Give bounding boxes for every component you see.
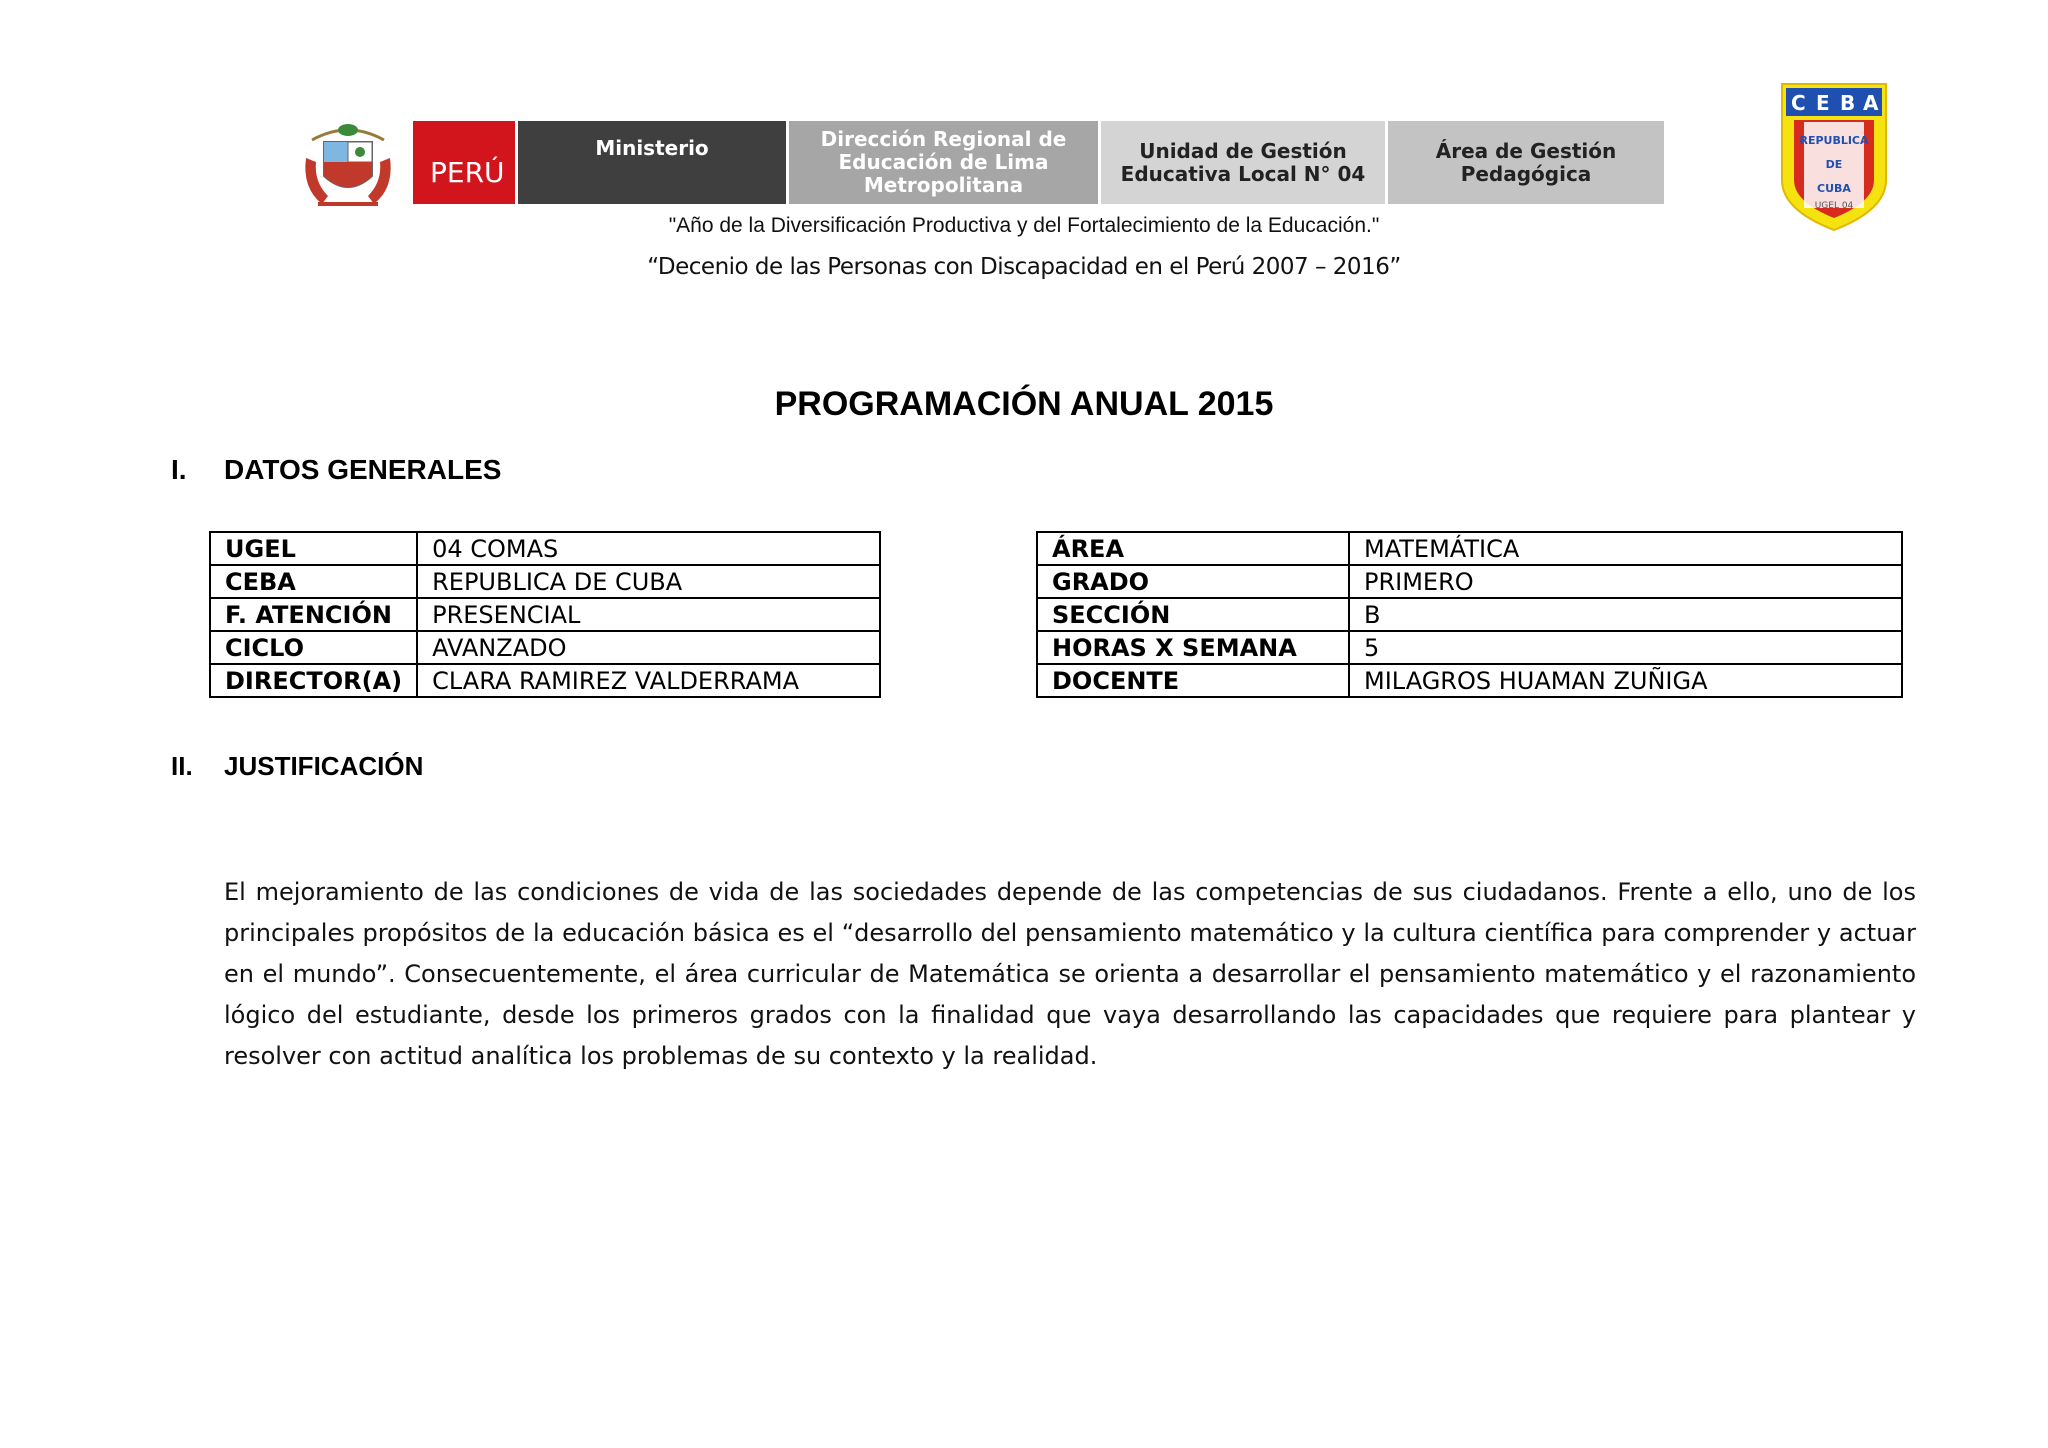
decade-motto: “Decenio de las Personas con Discapacidad en el Perú 2007 – 2016” (647, 254, 1401, 280)
table-row (210, 664, 880, 697)
table-key: CICLO (210, 631, 417, 664)
banner-ministerio: Ministerio (518, 121, 786, 204)
ceba-logo-text: REPUBLICA (1799, 134, 1869, 147)
table-value: MATEMÁTICA (1349, 532, 1902, 565)
datos-generales-table-left (209, 531, 881, 698)
datos-generales-table-right (1036, 531, 1903, 698)
table-key: UGEL (210, 532, 417, 565)
table-value: MILAGROS HUAMAN ZUÑIGA (1349, 664, 1902, 697)
table-row (1037, 532, 1902, 565)
table-row (210, 565, 880, 598)
table-key: ÁREA (1037, 532, 1349, 565)
table-value: AVANZADO (417, 631, 880, 664)
table-key: GRADO (1037, 565, 1349, 598)
header-banner (413, 121, 1664, 204)
section-number: I. (171, 454, 187, 485)
banner-ugel: Unidad de Gestión Educativa Local N° 04 (1101, 121, 1385, 204)
table-row (1037, 664, 1902, 697)
ceba-logo (1778, 80, 1890, 232)
table-row (210, 532, 880, 565)
table-row (1037, 565, 1902, 598)
ceba-logo-text: DE (1825, 158, 1843, 171)
table-value: PRIMERO (1349, 565, 1902, 598)
table-value: PRESENCIAL (417, 598, 880, 631)
ceba-logo-ugel: UGEL 04 (1814, 201, 1854, 211)
banner-area-gestion: Área de Gestión Pedagógica (1388, 121, 1664, 204)
table-value: REPUBLICA DE CUBA (417, 565, 880, 598)
section-label: DATOS GENERALES (224, 454, 502, 485)
table-key: DIRECTOR(A) (210, 664, 417, 697)
table-key: HORAS X SEMANA (1037, 631, 1349, 664)
table-key: F. ATENCIÓN (210, 598, 417, 631)
justificacion-paragraph: El mejoramiento de las condiciones de vida de las sociedades depende de las competencias de sus ciudadanos. Frente a ello, uno de los principales propósitos de la educación básica es el “desarrollo del pensamiento matemático y la cultura científica para comprender y actuar en el mundo”. Consecuentemente, el área curricular de Matemática se orienta a desarrollar el pensamiento matemático y el razonamiento lógico del estudiante, desde los primeros grados con la finalidad que vaya desarrollando las capacidades que requiere para plantear y resolver con actitud analítica los problemas de su contexto y la realidad. (224, 878, 1916, 1070)
ceba-logo-letter: C (1791, 91, 1806, 115)
section-label: JUSTIFICACIÓN (224, 751, 424, 781)
table-value: B (1349, 598, 1902, 631)
year-motto: "Año de la Diversificación Productiva y del Fortalecimiento de la Educación." (668, 214, 1380, 237)
table-value: 04 COMAS (417, 532, 880, 565)
table-value: CLARA RAMIREZ VALDERRAMA (417, 664, 880, 697)
ceba-logo-letter: E (1816, 91, 1830, 115)
table-key: SECCIÓN (1037, 598, 1349, 631)
table-row (1037, 598, 1902, 631)
coat-of-arms-emblem (298, 118, 398, 212)
table-key: CEBA (210, 565, 417, 598)
table-row (210, 631, 880, 664)
section-number: II. (171, 751, 193, 781)
banner-direccion-regional: Dirección Regional de Educación de Lima Metropolitana (789, 121, 1098, 204)
ceba-logo-letter: A (1863, 91, 1879, 115)
ceba-logo-letter: B (1840, 91, 1856, 115)
page-title: PROGRAMACIÓN ANUAL 2015 (774, 385, 1274, 423)
table-value: 5 (1349, 631, 1902, 664)
banner-peru: PERÚ (413, 121, 515, 204)
table-row (1037, 631, 1902, 664)
table-row (210, 598, 880, 631)
ceba-logo-text: CUBA (1817, 182, 1851, 195)
table-key: DOCENTE (1037, 664, 1349, 697)
